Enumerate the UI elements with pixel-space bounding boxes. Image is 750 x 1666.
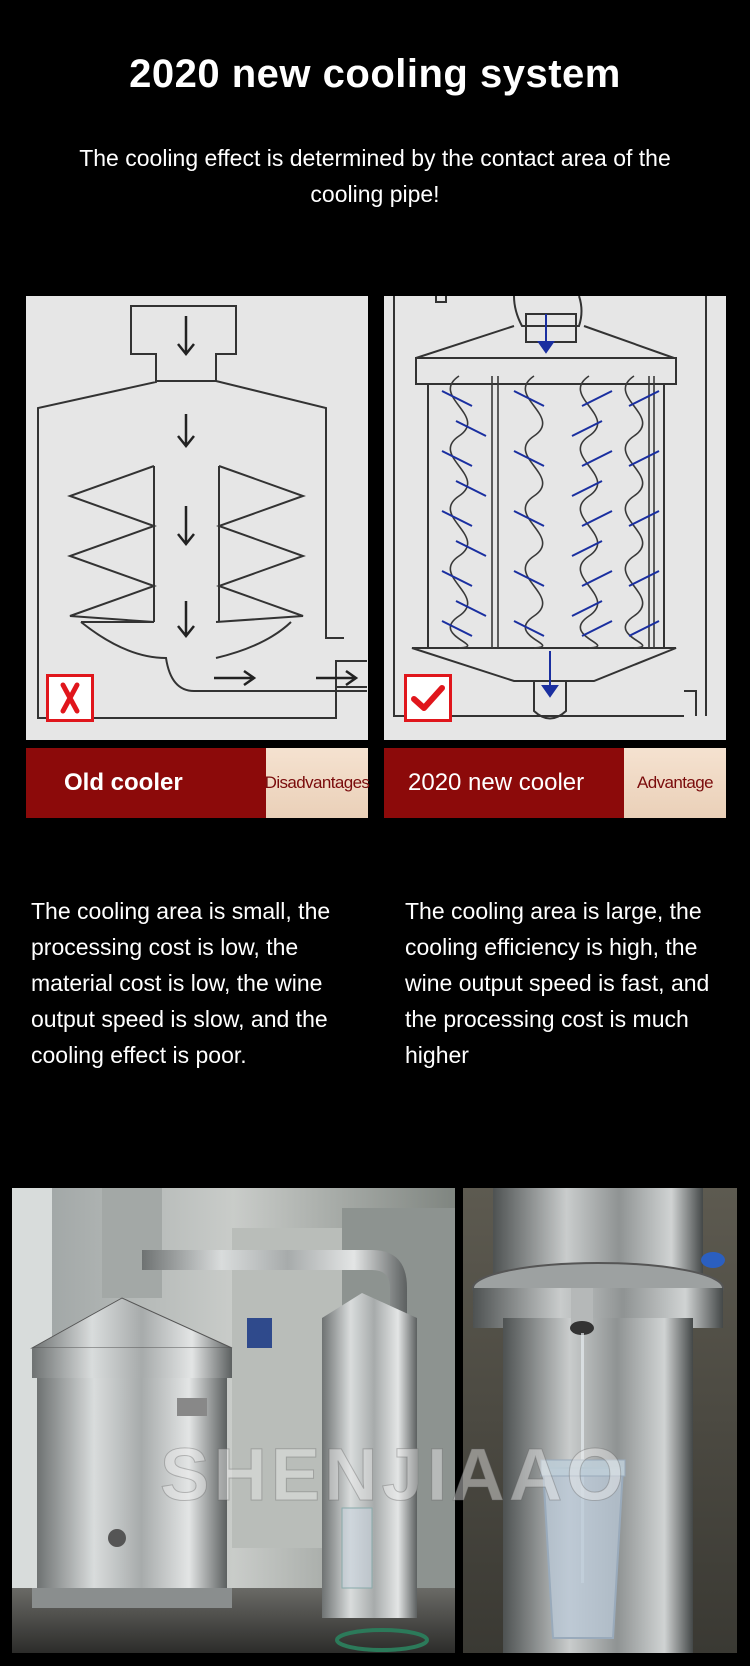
cooling-coils [450, 376, 654, 648]
old-cooler-label-bar [26, 748, 368, 818]
flow-arrows [178, 316, 356, 685]
check-icon [404, 674, 452, 722]
new-cooler-diagram [384, 296, 726, 740]
advantage-tag: Advantage [624, 748, 726, 818]
old-cooler-name: Old cooler [26, 748, 266, 818]
old-cooler-diagram [26, 296, 368, 740]
cross-icon [46, 674, 94, 722]
distiller-photo [12, 1188, 455, 1653]
new-cooler-description: The cooling area is large, the cooling efficiency is high, the wine output speed is fast, and the processing cost is much higher [405, 898, 710, 1068]
old-cooler-description: The cooling area is small, the processing cost is low, the material cost is low, the wine output speed is slow, and the cooling effect is poor. [31, 898, 331, 1068]
brand-watermark: SHENJIAAO [160, 1433, 628, 1516]
new-cooler-name: 2020 new cooler [384, 748, 624, 818]
page-title: 2020 new cooling system [129, 52, 621, 96]
disadvantages-tag: Disadvantages [266, 748, 368, 818]
page-subtitle: The cooling effect is determined by the contact area of the cooling pipe! [79, 145, 671, 207]
new-cooler-label-bar [384, 748, 726, 818]
cooler-outlet-photo [463, 1188, 737, 1653]
